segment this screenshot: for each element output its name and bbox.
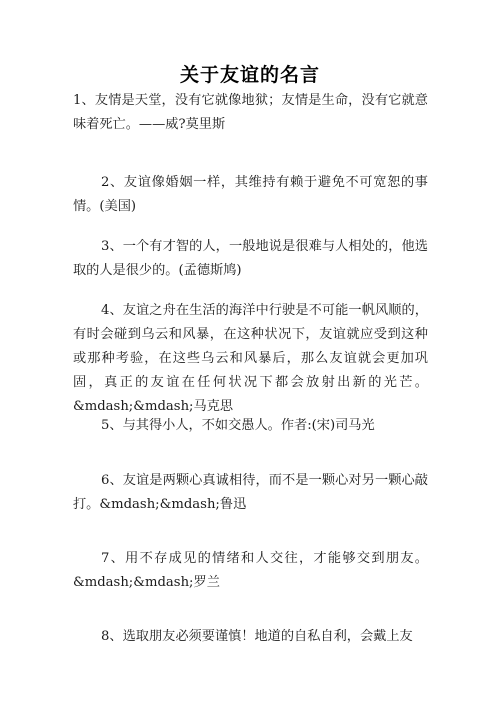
quote-text: 1、友情是天堂，没有它就像地狱；友情是生命，没有它就意味着死亡。——威?莫里斯 bbox=[73, 93, 428, 132]
quote-text: 6、友谊是两颗心真诚相待，而不是一颗心对另一颗心敲打。&mdash;&mdash;鲁迅 bbox=[73, 473, 428, 512]
quote-paragraph bbox=[73, 299, 428, 419]
quote-paragraph bbox=[73, 414, 428, 438]
quote-paragraph bbox=[73, 235, 428, 283]
quote-paragraph bbox=[73, 171, 428, 219]
quote-text: 5、与其得小人，不如交愚人。作者:(宋)司马光 bbox=[101, 418, 375, 433]
quote-text: 3、一个有才智的人，一般地说是很难与人相处的，他选取的人是很少的。(孟德斯鸠) bbox=[73, 239, 428, 278]
quote-text: 7、用不存成见的情绪和人交往，才能够交到朋友。&mdash;&mdash;罗兰 bbox=[73, 551, 428, 590]
quote-paragraph bbox=[73, 469, 428, 517]
quote-paragraph bbox=[73, 625, 428, 649]
quote-paragraph bbox=[73, 547, 428, 595]
page-title: 关于友谊的名言 bbox=[179, 64, 320, 86]
quote-text: 4、友谊之舟在生活的海洋中行驶是不可能一帆风顺的，有时会碰到乌云和风暴，在这种状况下，友谊就应受到这种或那种考验，在这些乌云和风暴后，那么友谊就会更加巩固，真正的友谊在任何状况下都会放射出新的光芒。&mdash;&mdash;马克思 bbox=[73, 303, 428, 414]
quote-text: 2、友谊像婚姻一样，其维持有赖于避免不可宽恕的事情。(美国) bbox=[73, 175, 428, 214]
quote-text: 8、选取朋友必须要谨慎！地道的自私自利，会戴上友 bbox=[101, 629, 413, 644]
quote-paragraph bbox=[73, 89, 428, 137]
